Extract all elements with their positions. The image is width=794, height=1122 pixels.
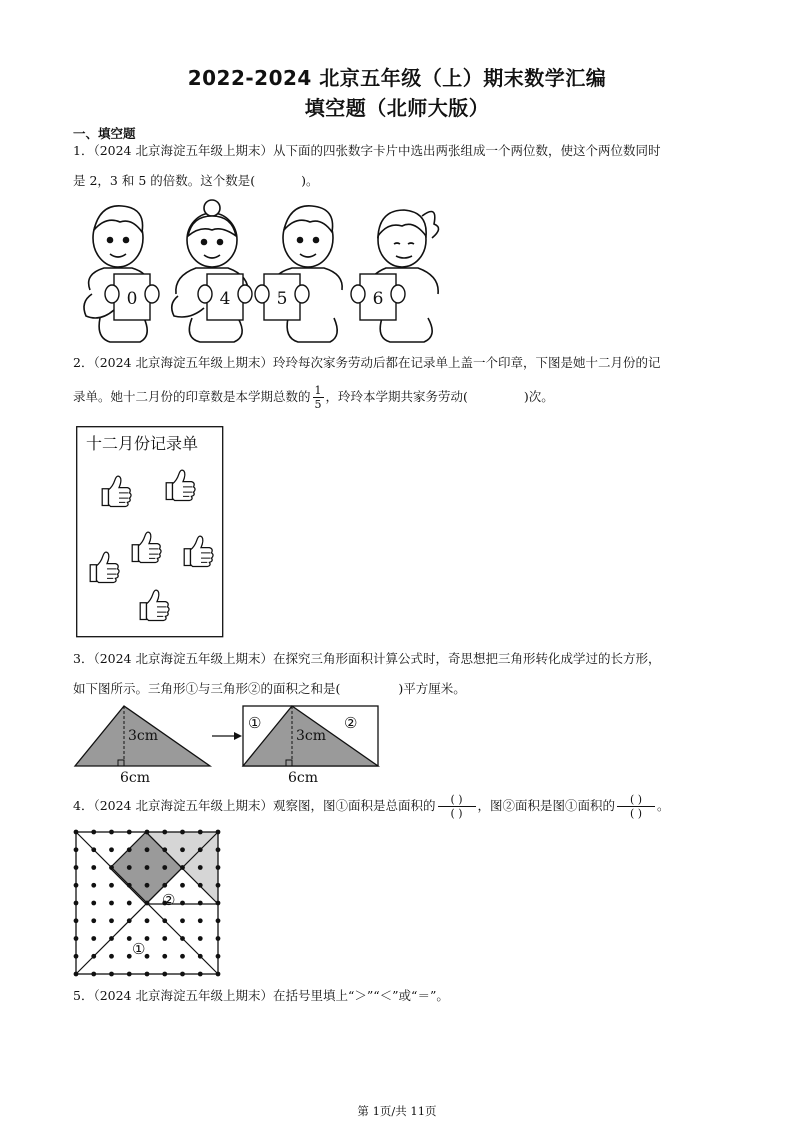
grid-dot: [74, 847, 79, 852]
fraction-one-fifth: $\frac{1}{5}$: [314, 384, 322, 411]
grid-dot: [127, 972, 132, 977]
grid-dot: [162, 918, 167, 923]
section-heading: 一、填空题: [73, 126, 136, 141]
grid-dot: [162, 830, 167, 835]
answer-fraction-2: $\frac{( )}{( )}$: [617, 793, 655, 820]
grid-dot: [216, 830, 221, 835]
grid-dot: [216, 918, 221, 923]
grid-dot: [198, 865, 203, 870]
grid-dot: [216, 936, 221, 941]
region-mark-1: ①: [132, 940, 146, 958]
grid-dot: [216, 883, 221, 888]
grid-dot: [180, 918, 185, 923]
grid-dot: [216, 954, 221, 959]
grid-dot: [198, 936, 203, 941]
grid-dot: [145, 918, 150, 923]
region-mark-2: ②: [162, 891, 176, 909]
answer-fraction-1: $\frac{( )}{( )}$: [438, 793, 476, 820]
grid-dot: [145, 865, 150, 870]
grid-dot: [74, 972, 79, 977]
grid-dot: [180, 883, 185, 888]
grid-dot: [162, 847, 167, 852]
dot-grid-figure: [72, 828, 224, 980]
grid-dot: [109, 830, 114, 835]
grid-dot: [198, 901, 203, 906]
grid-dot: [91, 830, 96, 835]
grid-dot: [180, 847, 185, 852]
grid-dot: [145, 901, 150, 906]
arrow-right-icon: [212, 732, 242, 740]
grid-dot: [127, 918, 132, 923]
grid-dot: [180, 901, 185, 906]
page-subtitle: 填空题（北师大版）: [304, 96, 490, 120]
triangle-to-rectangle-diagram: [72, 700, 392, 786]
question-2-line2: 录单。她十二月份的印章数是本学期总数的 $\frac{1}{5}$ ，玲玲本学期共家务劳动( )次。: [73, 384, 554, 411]
card-digit-4: 6: [372, 289, 384, 309]
triangle-height-label: 3cm: [128, 728, 159, 744]
page-number: 第 1页/共 11页: [357, 1104, 437, 1118]
question-3: [73, 644, 723, 704]
grid-dot: [74, 918, 79, 923]
grid-dot: [91, 918, 96, 923]
grid-dot: [198, 918, 203, 923]
question-3-line2: 如下图所示。三角形①与三角形②的面积之和是( )平方厘米。: [73, 681, 466, 696]
grid-dot: [127, 865, 132, 870]
grid-dot: [145, 830, 150, 835]
grid-dot: [180, 972, 185, 977]
grid-dot: [74, 865, 79, 870]
rectangle-base-label: 6cm: [288, 770, 319, 786]
question-1-line2: 是 2，3 和 5 的倍数。这个数是( )。: [73, 173, 319, 188]
december-record-sheet: [76, 426, 224, 638]
grid-dot: [216, 865, 221, 870]
grid-dot: [127, 901, 132, 906]
grid-dot: [162, 972, 167, 977]
card-digit-2: 4: [219, 289, 231, 309]
grid-dot: [74, 954, 79, 959]
grid-dot: [145, 883, 150, 888]
grid-dot: [127, 830, 132, 835]
rectangle-height-label: 3cm: [296, 728, 327, 744]
question-3-line1: 3．（2024 北京海淀五年级上期末）在探究三角形面积计算公式时，奇思想把三角形转化成学过的长方形，: [73, 651, 661, 666]
question-5: 5．（2024 北京海淀五年级上期末）在括号里填上“＞”“＜”或“＝”。: [73, 988, 449, 1003]
grid-dot: [109, 883, 114, 888]
grid-dot: [145, 972, 150, 977]
grid-dot: [127, 936, 132, 941]
grid-dot: [91, 954, 96, 959]
grid-dot: [162, 936, 167, 941]
question-4: 4．（2024 北京海淀五年级上期末）观察图，图①面积是总面积的 $\frac{( )}{( )}$ ，图②面积是图①面积的 $\frac{( )}{( )}$ 。: [73, 793, 670, 820]
card-digit-1: 0: [126, 289, 138, 309]
grid-dot: [145, 847, 150, 852]
grid-dot: [198, 954, 203, 959]
question-1-line1: 1．（2024 北京海淀五年级上期末）从下面的四张数字卡片中选出两张组成一个两位数，使这个两位数同时: [73, 143, 661, 158]
grid-dot: [198, 830, 203, 835]
grid-dot: [127, 954, 132, 959]
grid-dot: [109, 918, 114, 923]
grid-dot: [109, 847, 114, 852]
page-title: 2022-2024 北京五年级（上）期末数学汇编: [187, 66, 607, 90]
question-2: [73, 348, 723, 412]
card-digit-3: 5: [276, 289, 288, 309]
grid-dot: [162, 883, 167, 888]
grid-dot: [91, 865, 96, 870]
grid-dot: [127, 883, 132, 888]
grid-dot: [74, 901, 79, 906]
grid-dot: [180, 865, 185, 870]
grid-dot: [162, 865, 167, 870]
grid-dot: [198, 883, 203, 888]
grid-dot: [74, 830, 79, 835]
grid-dot: [109, 865, 114, 870]
grid-dot: [109, 901, 114, 906]
grid-dot: [162, 954, 167, 959]
grid-dot: [109, 972, 114, 977]
record-sheet-title: 十二月份记录单: [86, 434, 199, 453]
grid-dot: [91, 883, 96, 888]
grid-dot: [180, 830, 185, 835]
grid-dot: [91, 847, 96, 852]
grid-dot: [74, 883, 79, 888]
grid-dot: [91, 936, 96, 941]
grid-dot: [109, 954, 114, 959]
grid-dot: [180, 954, 185, 959]
grid-dot: [74, 936, 79, 941]
region-mark-1: ①: [248, 714, 262, 732]
grid-dot: [198, 847, 203, 852]
grid-dot: [91, 972, 96, 977]
grid-dot: [216, 972, 221, 977]
grid-dot: [216, 901, 221, 906]
question-2-line1: 2．（2024 北京海淀五年级上期末）玲玲每次家务劳动后都在记录单上盖一个印章，下图是她十二月份的记: [73, 355, 661, 370]
child-2: [172, 200, 248, 342]
grid-dot: [91, 901, 96, 906]
triangle-base-label: 6cm: [120, 770, 151, 786]
children-cards-illustration: [70, 198, 450, 344]
grid-dot: [180, 936, 185, 941]
region-mark-2: ②: [344, 714, 358, 732]
grid-dot: [216, 847, 221, 852]
question-1: [73, 136, 723, 196]
grid-dot: [127, 847, 132, 852]
grid-dot: [198, 972, 203, 977]
grid-dot: [109, 936, 114, 941]
